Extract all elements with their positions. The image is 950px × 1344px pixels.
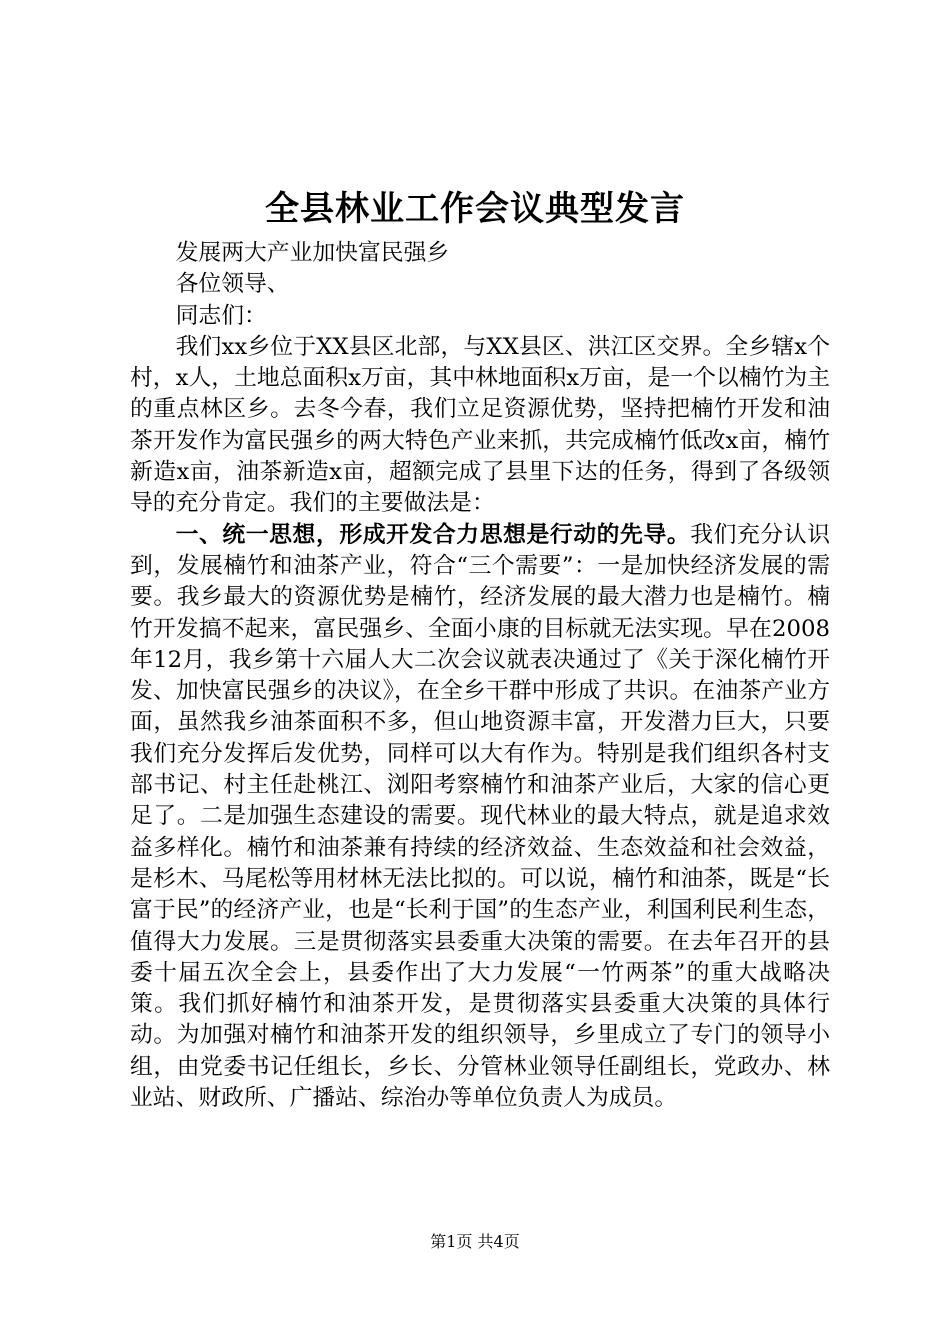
subtitle-line: 发展两大产业加快富民强乡 [175, 240, 450, 266]
salutation-line-1: 各位领导、 [175, 271, 290, 298]
section-1-text: 我们充分认识到，发展楠竹和油茶产业，符合“三个需要”：一是加快经济发展的需要。我乡最大的资源优势是楠竹，经济发展的最大潜力也是楠竹。楠竹开发搞不起来，富民强乡、全面小康的目标就无法实现。早在2008年12月，我乡第十六届人大二次会议就表决通过了《关于深化楠竹开发、加快富民强乡的决议》，在全乡干群中形成了共识。在油茶产业方面，虽然我乡油茶面积不多，但山地资源丰富，开发潜力巨大，只要我们充分发挥后发优势，同样可以大有作为。特别是我们组织各村支部书记、村主任赴桃江、浏阳考察楠竹和油茶产业后，大家的信心更足了。二是加强生态建设的需要。现代林业的最大特点，就是追求效益多样化。楠竹和油茶兼有持续的经济效益、生态效益和社会效益，是杉木、马尾松等用材林无法比拟的。可以说，楠竹和油茶，既是“长富于民”的经济产业，也是“长利于国”的生态产业，利国利民利生态，值得大力发展。三是贯彻落实县委重大决策的需要。在去年召开的县委十届五次全会上，县委作出了大力发展“一竹两茶”的重大战略决策。我们抓好楠竹和油茶开发，是贯彻落实县委重大决策的具体行动。为加强对楠竹和油茶开发的组织领导，乡里成立了专门的领导小组，由党委书记任组长，乡长、分管林业领导任副组长，党政办、林业站、财政所、广播站、综治办等单位负责人为成员。 [130, 521, 831, 1112]
document-title: 全县林业工作会议典型发言 [265, 189, 685, 229]
paragraph-section-1 [130, 520, 830, 1115]
document-body [130, 238, 830, 1114]
paragraph-intro: 我们xx乡位于XX县区北部，与XX县区、洪江区交界。全乡辖x个村，x人，土地总面积x万亩，其中林地面积x万亩，是一个以楠竹为主的重点林区乡。去冬今春，我们立足资源优势，坚持把楠竹开发和油茶开发作为富民强乡的两大特色产业来抓，共完成楠竹低改x亩，楠竹新造x亩，油茶新造x亩，超额完成了县里下达的任务，得到了各级领导的充分肯定。我们的主要做法是： [130, 333, 830, 517]
page-footer: 第1页 共4页 [430, 1232, 520, 1251]
salutation-line-2: 同志们： [175, 302, 267, 329]
section-1-heading: 一、统一思想，形成开发合力思想是行动的先导。 [175, 521, 691, 548]
